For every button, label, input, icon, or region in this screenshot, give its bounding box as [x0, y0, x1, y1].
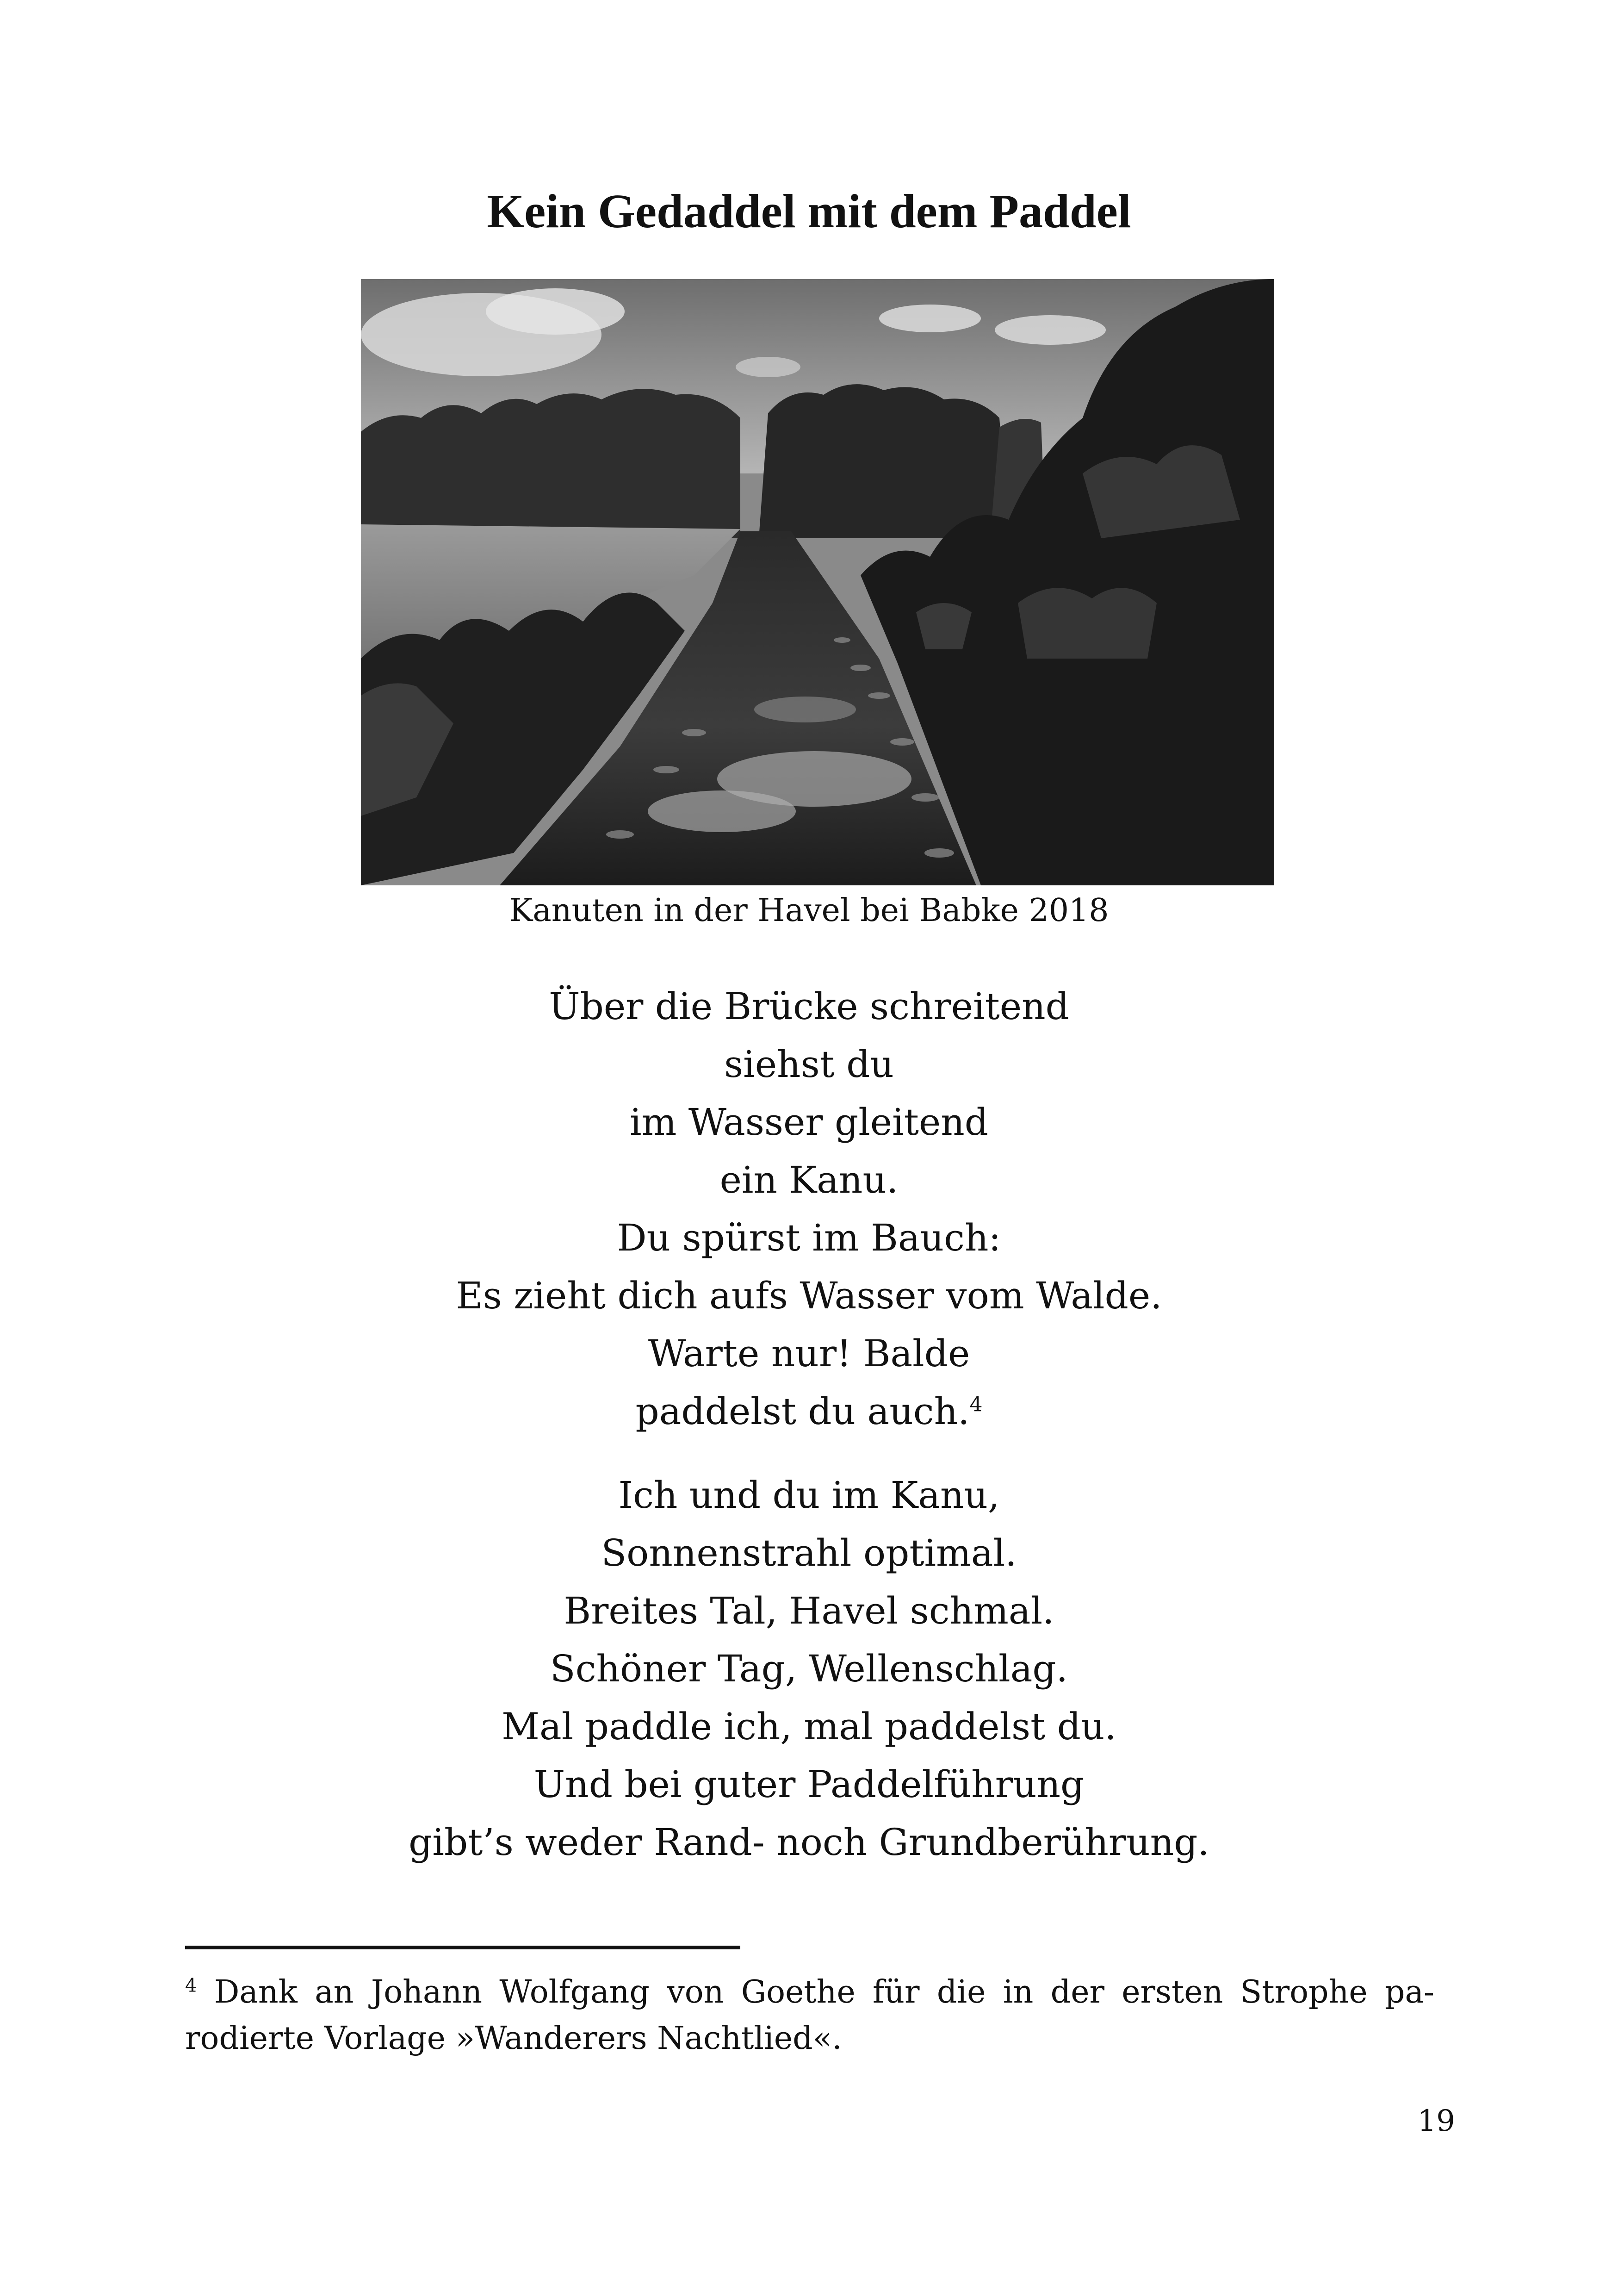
footnote-divider	[185, 1946, 740, 1949]
footnote-text-1: Dank an Johann Wolfgang von Goethe für die in der ersten Strophe pa-	[214, 1974, 1435, 2010]
river-photo	[361, 279, 1274, 885]
poem-stanza-2	[0, 1466, 1618, 1871]
verse-line: im Wasser gleitend	[630, 1101, 988, 1144]
verse-line: Mal paddle ich, mal paddelst du.	[502, 1705, 1116, 1748]
verse-line: ein Kanu.	[719, 1158, 899, 1201]
verse-line: Sonnenstrahl optimal.	[601, 1531, 1017, 1574]
verse-line: gibt’s weder Rand- noch Grundberührung.	[409, 1821, 1209, 1864]
verse-line: Du spürst im Bauch:	[617, 1216, 1001, 1259]
verse-line-with-footnote	[0, 1382, 1618, 1440]
verse-line: Breites Tal, Havel schmal.	[564, 1589, 1054, 1632]
verse-line: siehst du	[724, 1043, 894, 1086]
verse-line: Es zieht dich aufs Wasser vom Walde.	[456, 1274, 1162, 1317]
verse-line-text: paddelst du auch.	[635, 1390, 970, 1433]
verse-line: Ich und du im Kanu,	[618, 1474, 1000, 1517]
verse-line: Warte nur! Balde	[648, 1332, 970, 1375]
footnote-mark: 4	[185, 1975, 197, 1997]
page-number: 19	[1417, 2104, 1455, 2138]
footnote-line-1	[185, 1969, 1434, 2016]
footnote	[185, 1969, 1434, 2062]
footnote-text-2: rodierte Vorlage »Wanderers Nachtlied«.	[185, 2020, 842, 2057]
verse-line: Über die Brücke schreitend	[549, 985, 1069, 1028]
footnote-reference[interactable]: 4	[969, 1393, 983, 1417]
river-photo-drawing	[361, 279, 1274, 885]
verse-line: Und bei guter Paddelführung	[533, 1763, 1085, 1806]
verse-line: Schöner Tag, Wellenschlag.	[550, 1647, 1068, 1690]
page-title: Kein Gedaddel mit dem Paddel	[487, 185, 1131, 238]
photo-caption: Kanuten in der Havel bei Babke 2018	[509, 892, 1109, 929]
poem-stanza-1	[0, 977, 1618, 1440]
